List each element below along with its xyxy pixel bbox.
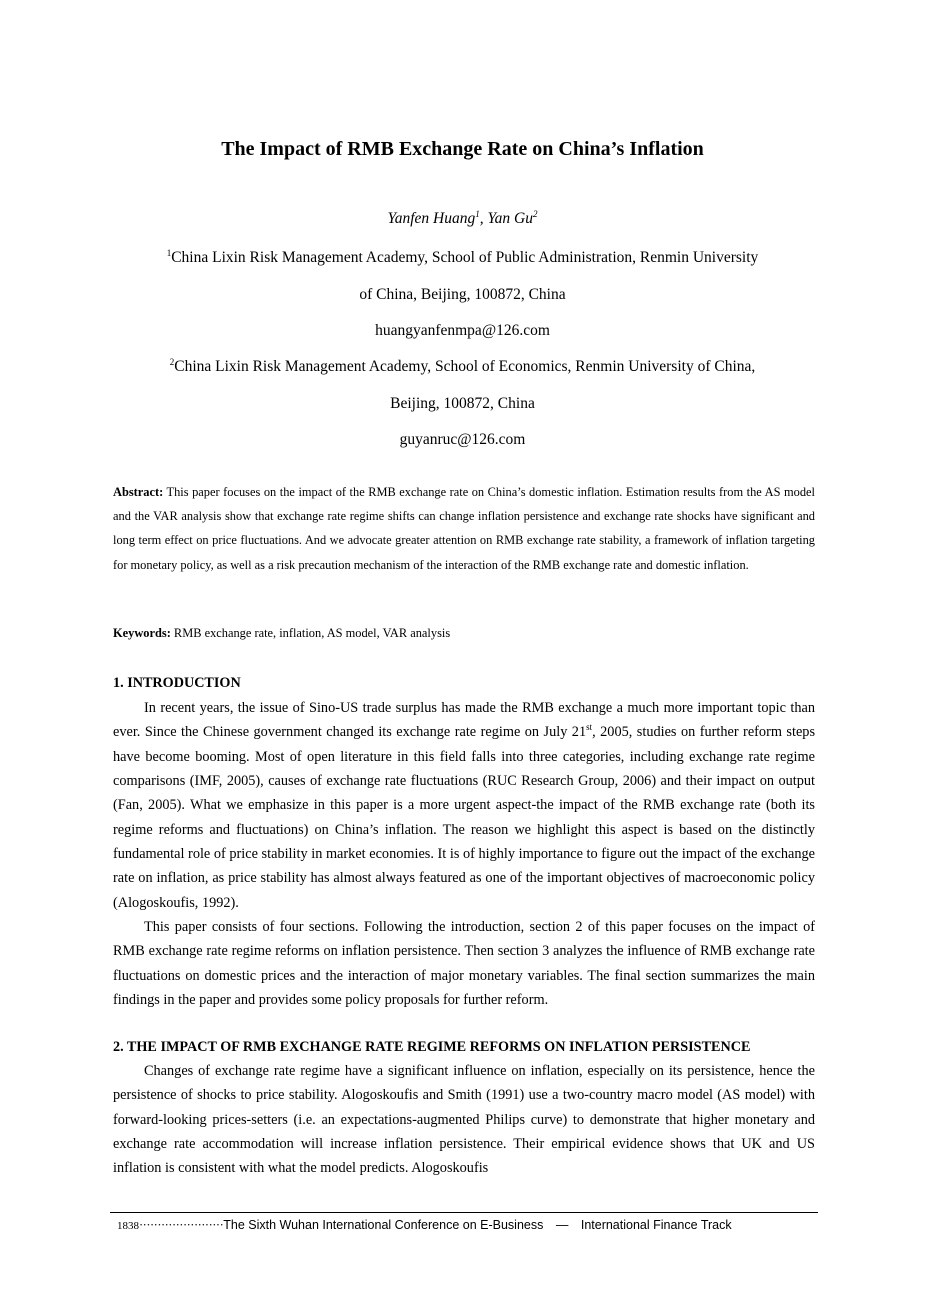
author-2-email: guyanruc@126.com [399,431,526,448]
footer-conference: The Sixth Wuhan International Conference on E-Business ― International Finance Track [223,1218,732,1232]
section-1-paragraph-1 [113,696,815,915]
affiliation-2-line-1 [0,358,925,376]
section-2-heading: 2. THE IMPACT OF RMB EXCHANGE RATE REGIME REFORMS ON INFLATION PERSISTENCE [113,1039,751,1055]
paper-title: The Impact of RMB Exchange Rate on China’s Inflation [221,138,704,160]
affiliation-2-sup: 2 [169,356,175,367]
abstract-label: Abstract: [113,485,164,499]
author-2: Yan Gu [487,210,533,227]
abstract [113,480,815,577]
author-2-sup: 2 [532,208,538,219]
affiliation-1-line-1 [0,249,925,267]
author-separator: , [479,210,488,227]
page-number: 1838 [117,1220,139,1232]
section-1-paragraph-2: This paper consists of four sections. Following the introduction, section 2 of this paper focuses on the impact of RMB exchange rate regime reforms on inflation persistence. Then section 3 analyzes the influence of RMB exchange rate fluctuations on domestic prices and the interaction of major monetary variables. The final section summarizes the main findings in the paper and provides some policy proposals for further reform. [113,919,815,1009]
author-1: Yanfen Huang [387,210,476,227]
section-2-body [113,1059,815,1181]
footer-divider [110,1212,818,1213]
author-1-email: huangyanfenmpa@126.com [375,322,550,339]
section-1-p1-sup: st [586,722,593,733]
abstract-text: This paper focuses on the impact of the RMB exchange rate on China’s domestic inflation. Estimation results from the AS model and the VAR analysis show that exchange rate regime shifts can change inflation persistence and exchange rate shocks have significant and long term effect on price fluctuations. And we advocate greater attention on RMB exchange rate stability, a framework of inflation targeting for monetary policy, as well as a risk precaution mechanism of the interaction of the RMB exchange rate and domestic inflation. [113,485,815,572]
affiliation-2-text: China Lixin Risk Management Academy, School of Economics, Renmin University of China, [174,358,756,375]
footer-leader-dots: ······················· [139,1218,224,1232]
affiliation-2-line-2: Beijing, 100872, China [390,395,535,412]
keywords-text: RMB exchange rate, inflation, AS model, VAR analysis [170,626,451,640]
section-1-heading: 1. INTRODUCTION [113,675,241,691]
author-line [0,210,925,228]
affiliation-1-text: China Lixin Risk Management Academy, School of Public Administration, Renmin University [171,249,759,266]
author-1-sup: 1 [475,208,480,219]
section-2-paragraph-1: Changes of exchange rate regime have a significant influence on inflation, especially on its persistence, hence the persistence of shocks to price stability. Alogoskoufis and Smith (1991) use a two-country macro model (AS model) with forward-looking prices-setters (i.e. an expectations-augmented Philips curve) to demonstrate that higher monetary and exchange rate accommodation will increase inflation persistence. Their empirical evidence shows that UK and US inflation is consistent with what the model predicts. Alogoskoufis [113,1063,815,1177]
page-footer [117,1215,817,1233]
keywords-label: Keywords: [113,626,171,640]
section-1-p1-text-b: , 2005, studies on further reform steps have become booming. Most of open literature in this field falls into three categories, including exchange rate regime comparisons (IMF, 2005), causes of exchange rate fluctuations (RUC Research Group, 2006) and their impact on output (Fan, 2005). What we emphasize in this paper is a more urgent aspect-the impact of the RMB exchange rate (both its regime reforms and fluctuations) on China’s inflation. The reason we highlight this aspect is based on the distinctly fundamental role of price stability in market economies. It is of highly importance to figure out the impact of the exchange rate on inflation, as price stability has almost always featured as one of the important objectives of macroeconomic policy (Alogoskoufis, 1992). [113,724,816,911]
section-1-p1-text-a: In recent years, the issue of Sino-US trade surplus has made the RMB exchange a much more important topic than ever. Since the Chinese government changed its exchange rate regime on July 21 [113,700,815,741]
keywords [113,626,815,641]
section-1-body [113,696,815,1012]
affiliation-1-line-2: of China, Beijing, 100872, China [359,286,566,303]
affiliation-1-sup: 1 [166,247,172,258]
